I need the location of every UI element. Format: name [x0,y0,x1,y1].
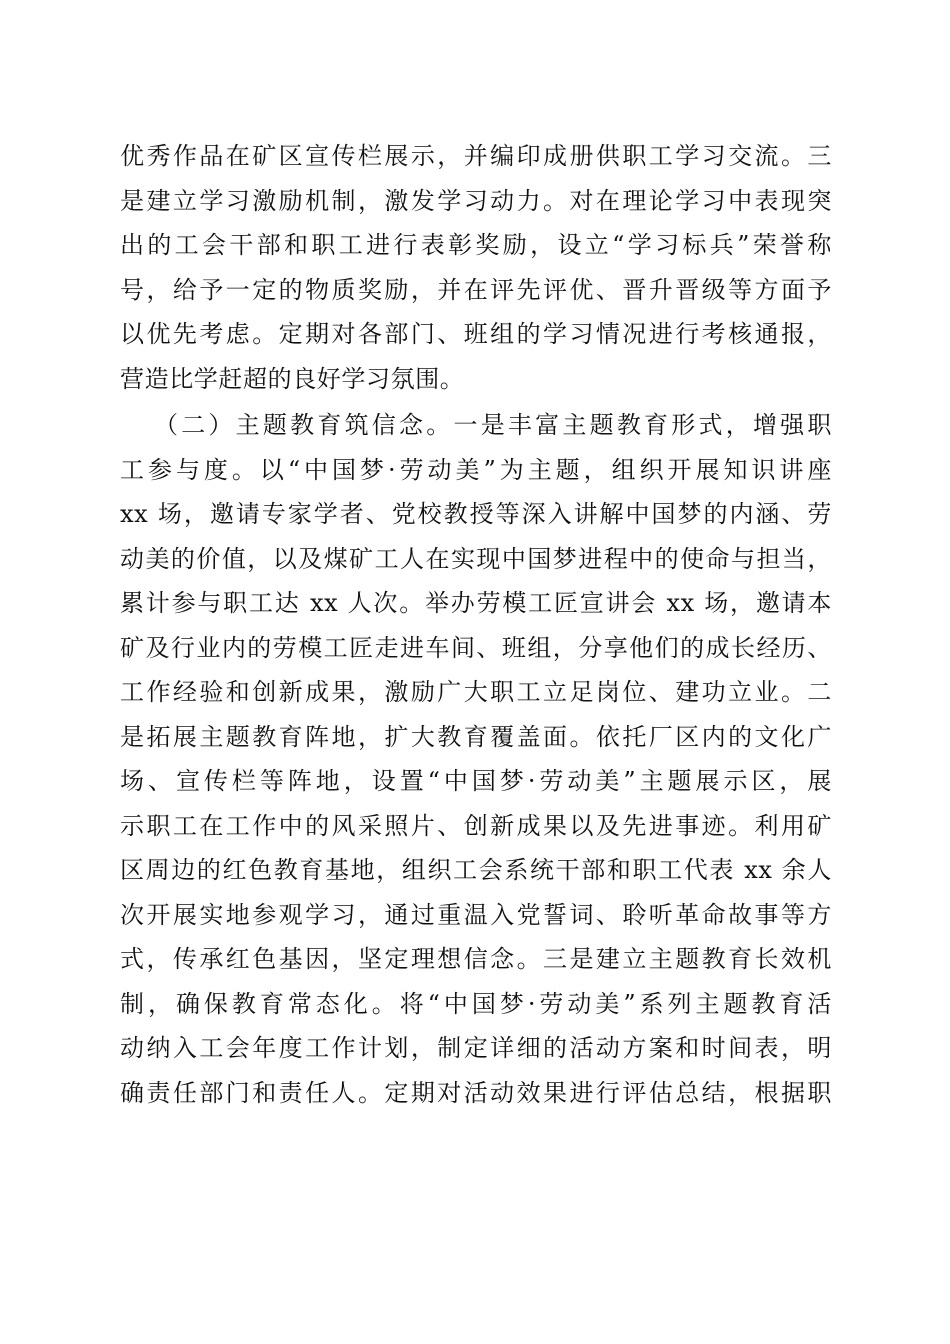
text-line-first: （二）主题教育筑信念。一是丰富主题教育形式，增强职 [154,411,832,439]
text-line: 出的工会干部和职工进行表彰奖励，设立“学习标兵”荣誉称 [120,231,832,259]
text-line: 工作经验和创新成果，激励广大职工立足岗位、建功立业。二 [120,678,832,706]
body-text [120,134,832,1115]
text-line: 是拓展主题教育阵地，扩大教育覆盖面。依托厂区内的文化广 [120,722,832,751]
text-line: 示职工在工作中的风采照片、创新成果以及先进事迹。利用矿 [120,811,832,840]
text-line: 优秀作品在矿区宣传栏展示，并编印成册供职工学习交流。三 [120,142,832,170]
text-line: 式，传承红色基因，坚定理想信念。三是建立主题教育长效机 [120,945,832,973]
text-line: 营造比学赶超的良好学习氛围。 [120,364,465,393]
text-line: 动纳入工会年度工作计划，制定详细的活动方案和时间表，明 [120,1034,832,1062]
text-line: 制，确保教育常态化。将“中国梦·劳动美”系列主题教育活 [120,989,832,1018]
text-line: 以优先考虑。定期对各部门、班组的学习情况进行考核通报， [120,320,832,348]
text-line: xx 场，邀请专家学者、党校教授等深入讲解中国梦的内涵、劳 [120,500,832,528]
text-line: 累计参与职工达 xx 人次。举办劳模工匠宣讲会 xx 场，邀请本 [120,589,832,617]
text-line: 确责任部门和责任人。定期对活动效果进行评估总结，根据职 [120,1078,832,1107]
text-line: 场、宣传栏等阵地，设置“中国梦·劳动美”主题展示区，展 [120,767,832,795]
text-line: 号，给予一定的物质奖励，并在评先评优、晋升晋级等方面予 [120,275,832,304]
text-line: 次开展实地参观学习，通过重温入党誓词、聆听革命故事等方 [120,900,832,929]
text-line: 动美的价值，以及煤矿工人在实现中国梦进程中的使命与担当， [120,544,832,573]
text-line: 工参与度。以“中国梦·劳动美”为主题，组织开展知识讲座 [120,455,832,484]
text-line: 矿及行业内的劳模工匠走进车间、班组，分享他们的成长经历、 [120,633,832,662]
text-line: 是建立学习激励机制，激发学习动力。对在理论学习中表现突 [120,186,832,215]
paragraph-2 [120,403,832,1115]
text-line: 区周边的红色教育基地，组织工会系统干部和职工代表 xx 余人 [120,856,832,884]
paragraph-1 [120,134,832,401]
